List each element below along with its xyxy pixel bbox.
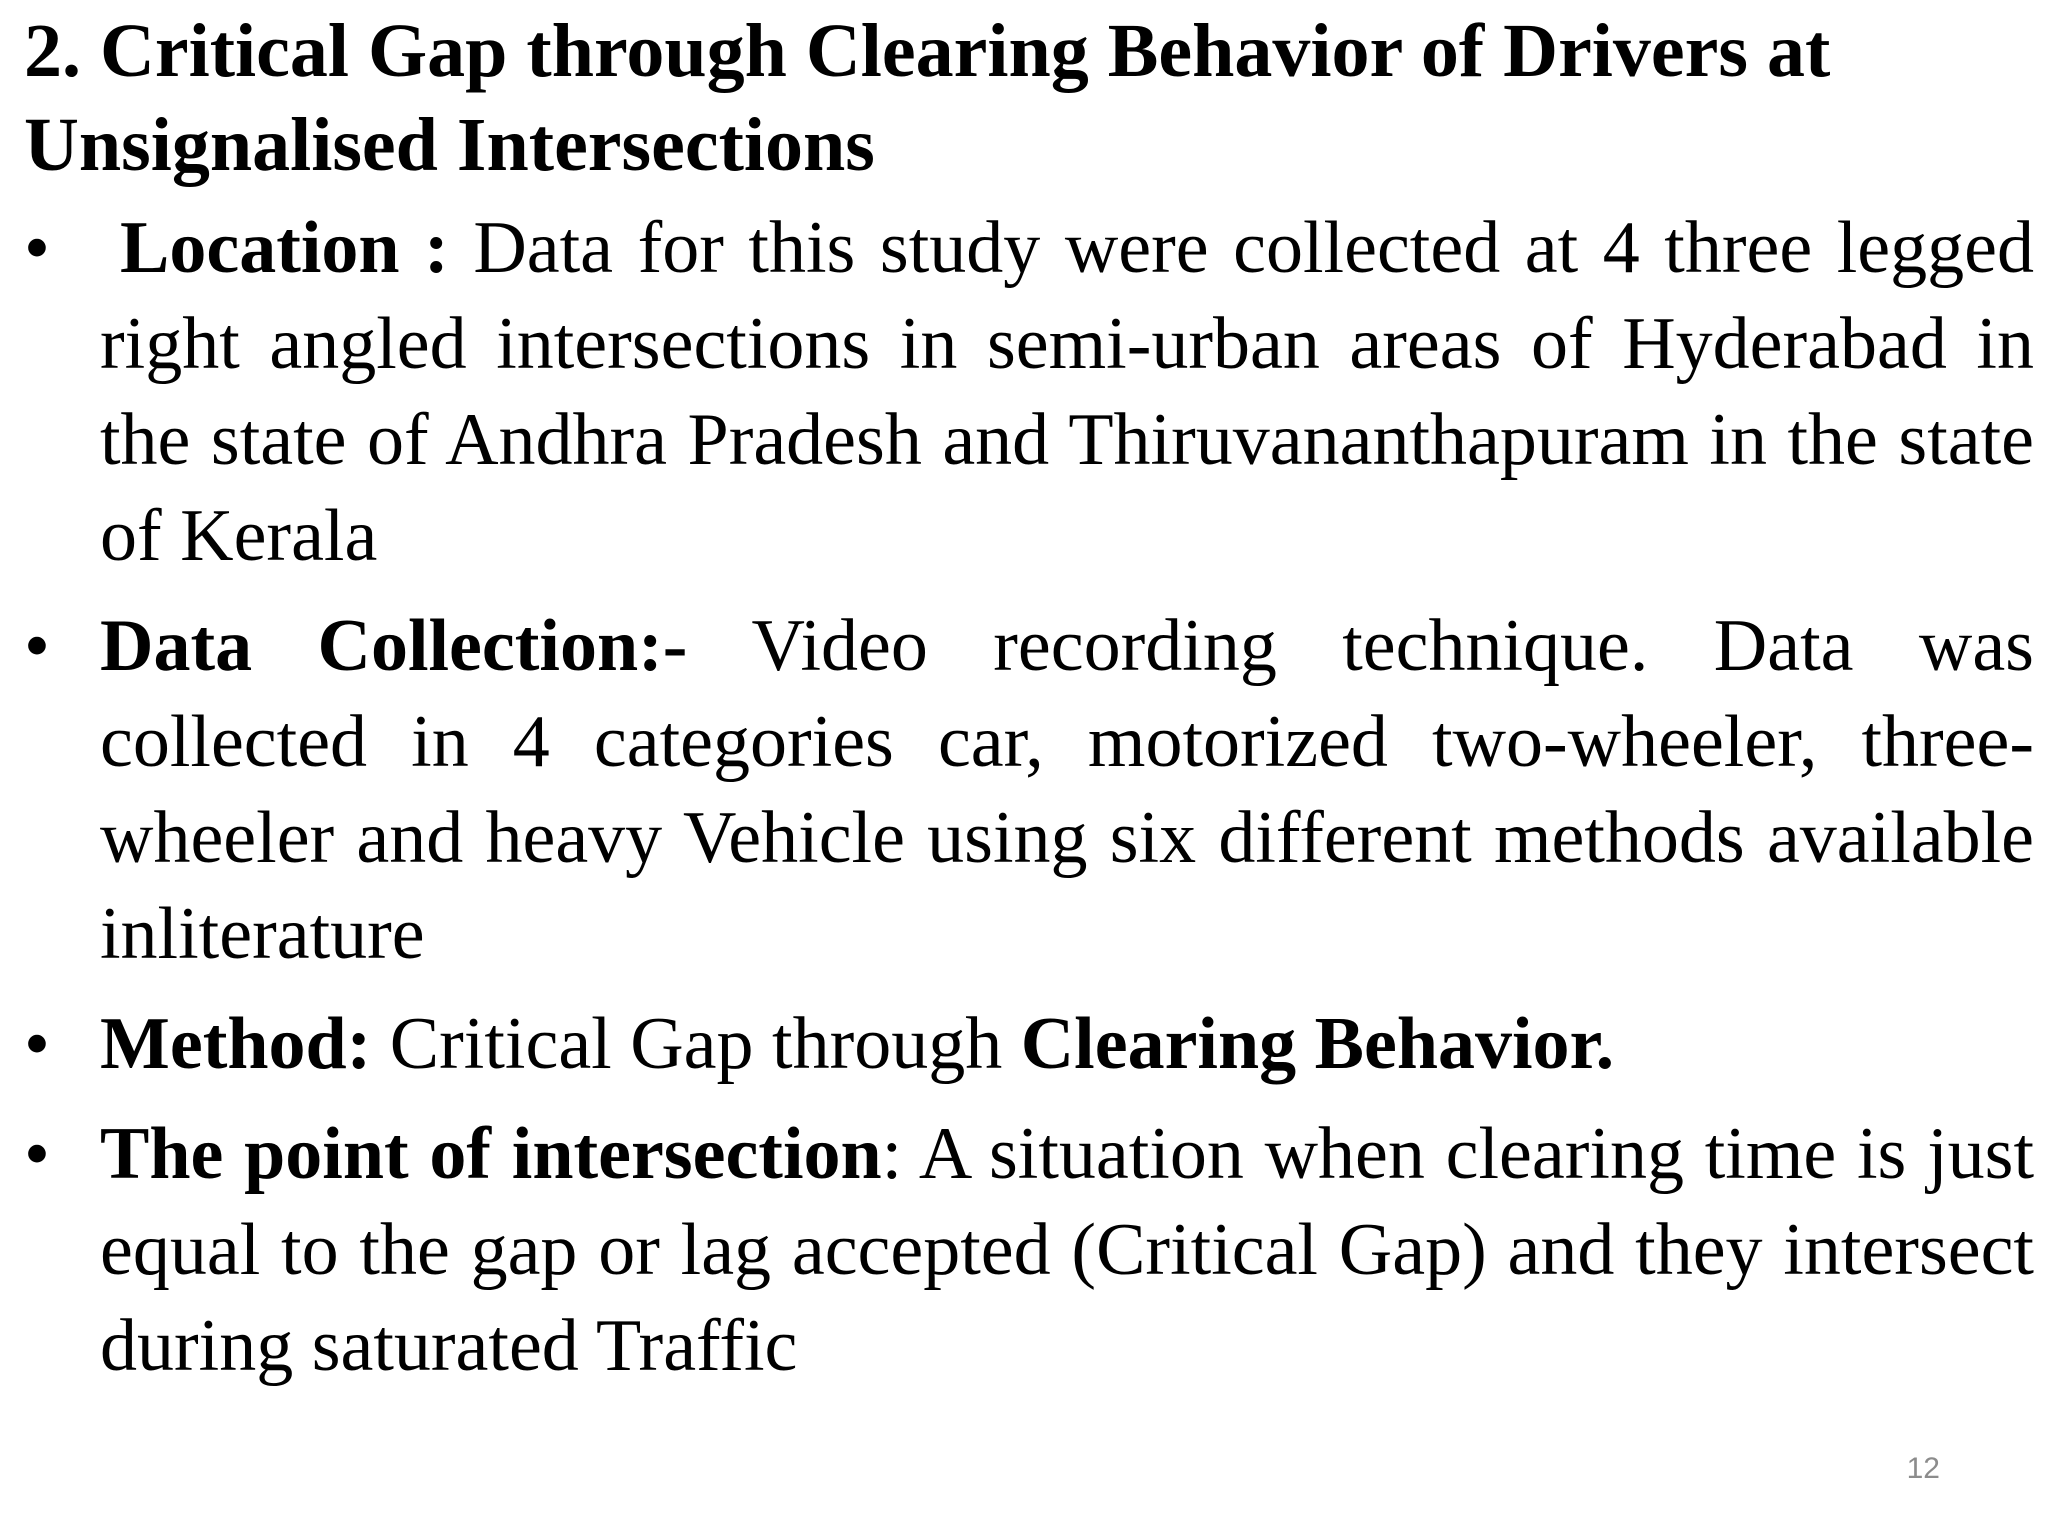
data-collection-label: Data Collection:-	[100, 605, 688, 687]
bullet-location	[24, 200, 2034, 584]
location-text: Data for this study were collected at 4 three legged right angled intersections in semi-urban areas of Hyderabad in the state of Andhra Pradesh and Thiruvananthapuram in the state of Kerala	[100, 207, 2035, 577]
location-label: Location :	[120, 207, 449, 289]
bullet-data-collection	[24, 598, 2034, 982]
bullet-list	[24, 200, 2034, 1408]
method-text: Critical Gap through	[371, 1003, 1021, 1085]
slide-title: 2. Critical Gap through Clearing Behavior of Drivers at Unsignalised Intersections	[24, 9, 1831, 187]
bullet-method	[24, 996, 2034, 1092]
point-of-intersection-label: The point of intersection	[100, 1113, 882, 1195]
point-of-intersection-text: : A situation when clearing time is just equal to the gap or lag accepted (Critical Gap) and they intersect during saturated Traffic	[100, 1113, 2034, 1387]
bullet-marker: •	[24, 1113, 50, 1195]
data-collection-text: Video recording technique. Data was collected in 4 categories car, motorized two-wheeler, three-wheeler and heavy Vehicle using six different methods available inliterature	[100, 605, 2034, 975]
bullet-marker: •	[24, 1003, 50, 1085]
bullet-point-of-intersection	[24, 1106, 2034, 1394]
method-emphasis: Clearing Behavior.	[1020, 1003, 1615, 1085]
page-number: 12	[1906, 1452, 1940, 1485]
bullet-marker: •	[24, 605, 50, 687]
method-label: Method:	[100, 1003, 372, 1085]
bullet-marker: •	[24, 207, 50, 289]
